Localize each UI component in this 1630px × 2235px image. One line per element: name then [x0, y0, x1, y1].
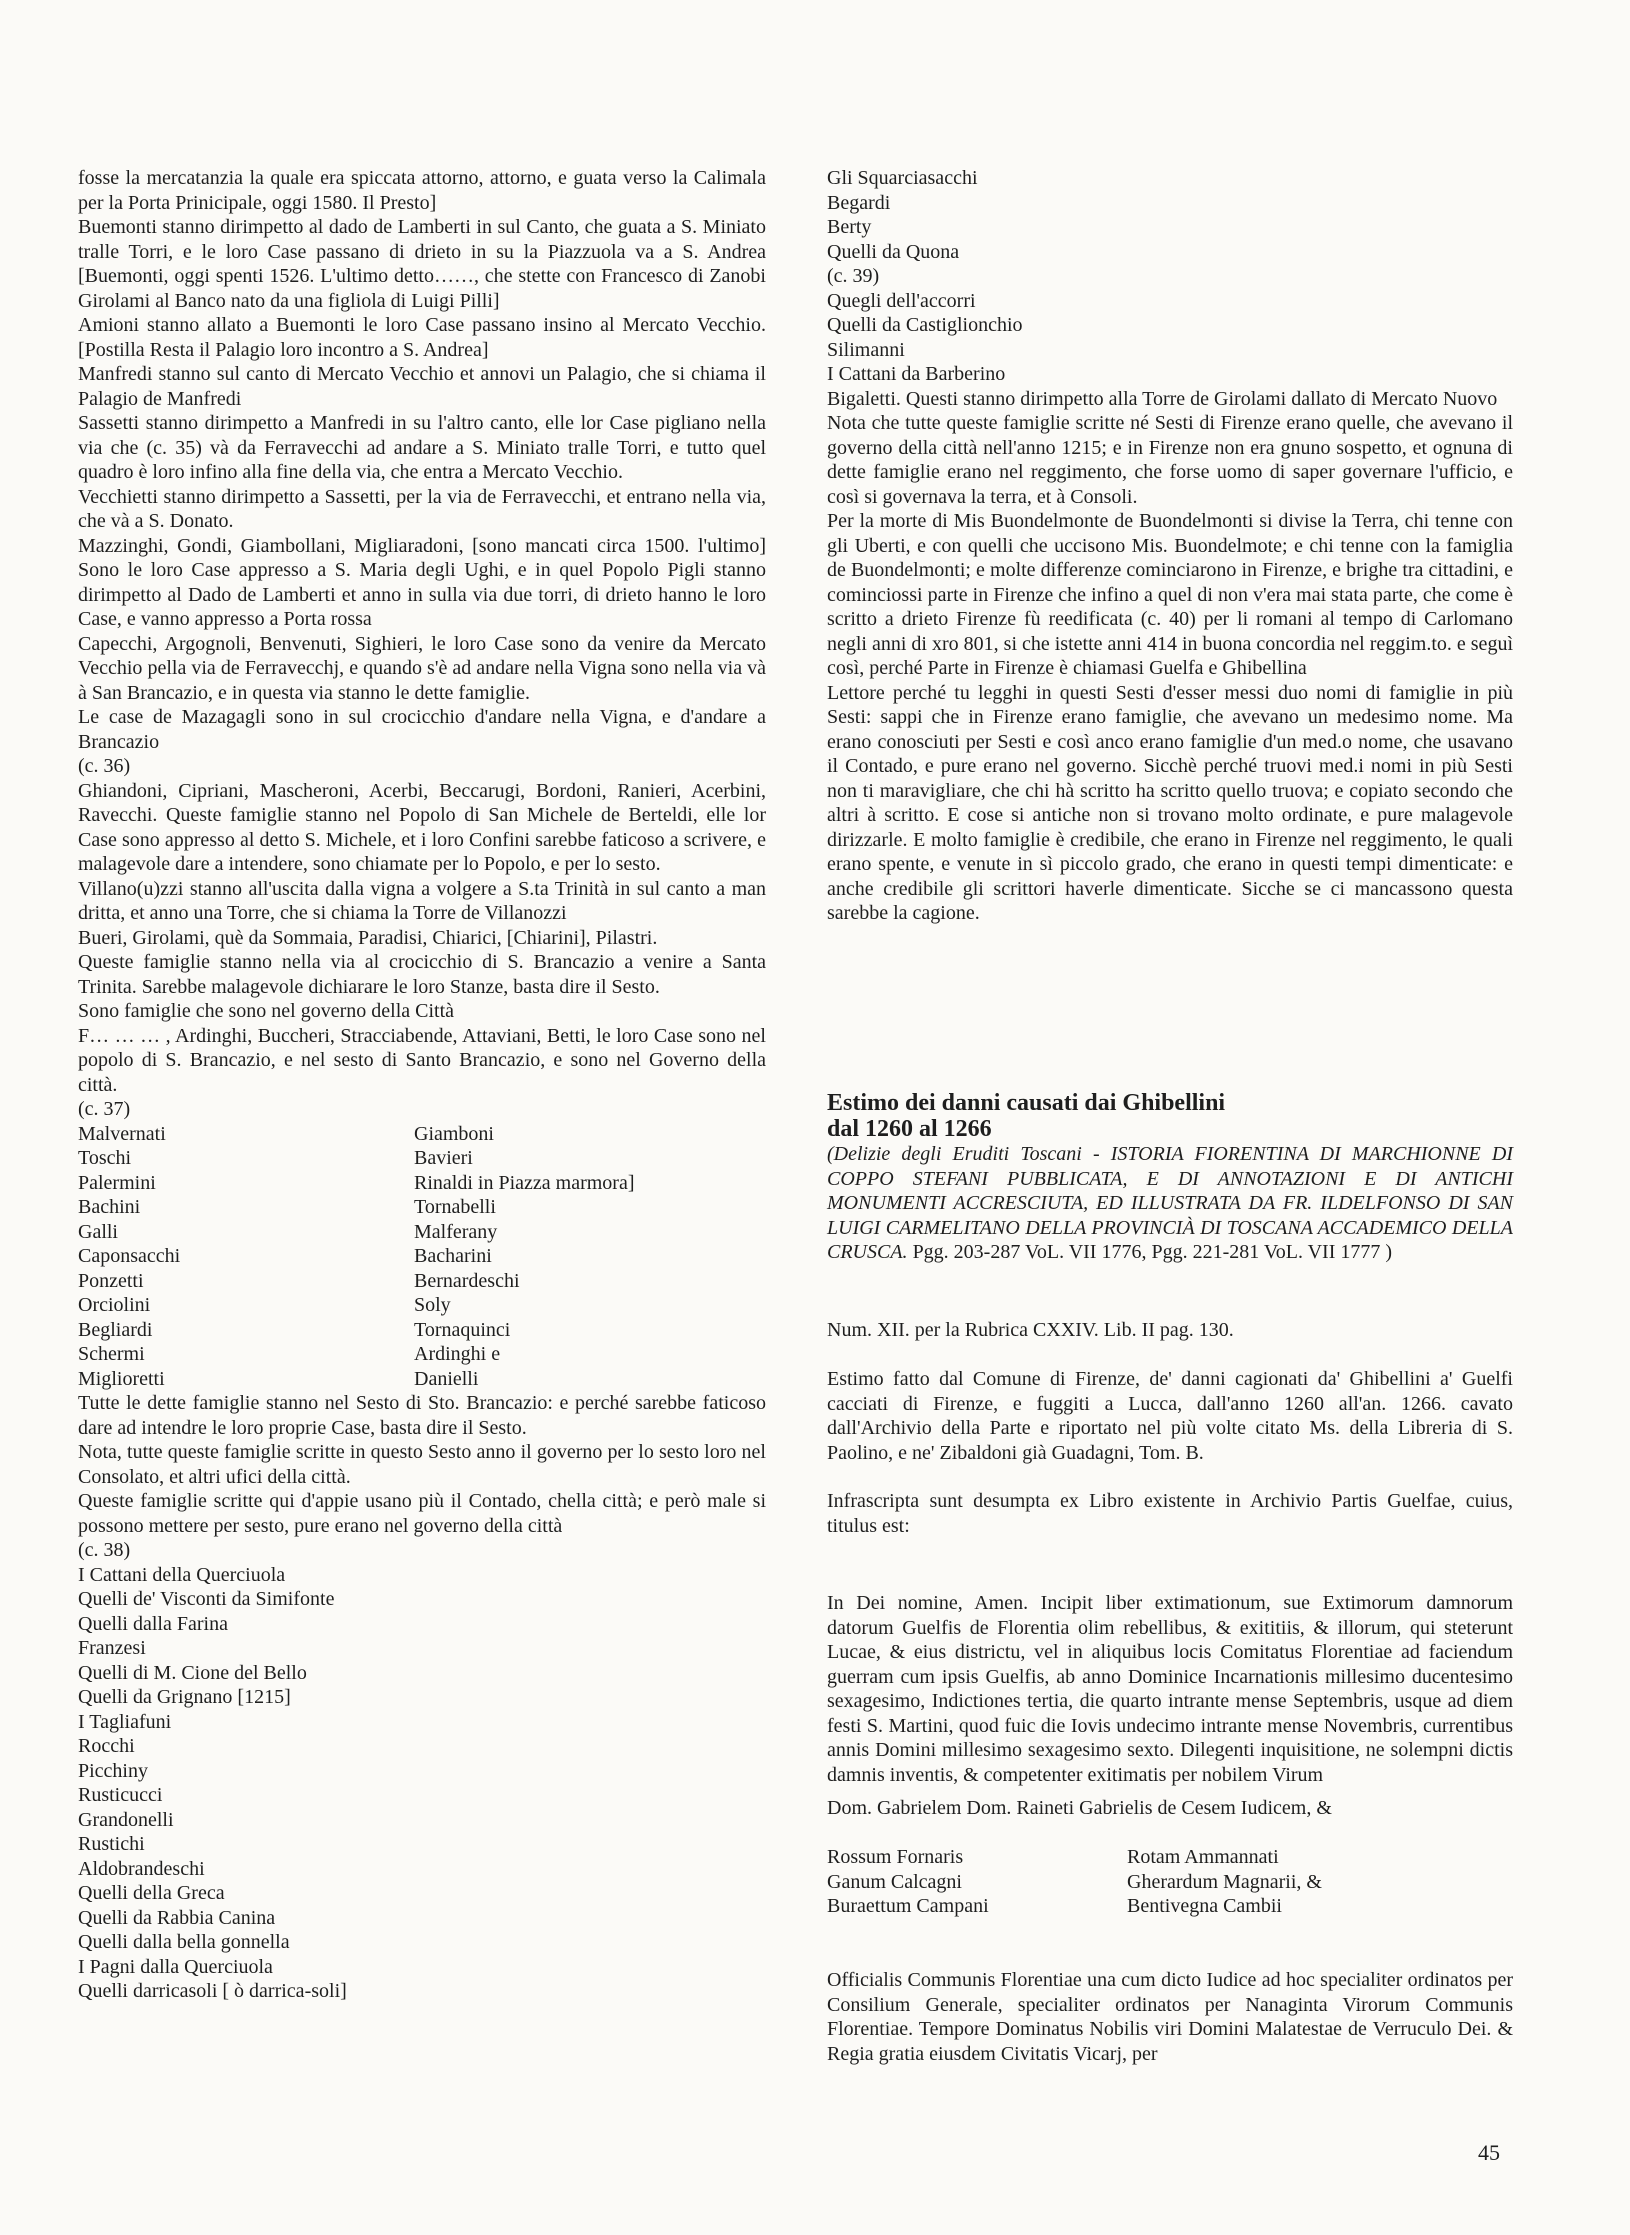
officers-list [827, 1845, 1513, 1919]
list-item: Franzesi [78, 1637, 146, 1659]
list-item: I Cattani da Barberino [827, 363, 1006, 385]
list-item: Palermini [78, 1171, 156, 1194]
list-item: Begardi [827, 191, 891, 214]
left-column [78, 166, 766, 2004]
list-item: Rinaldi in Piazza marmora] [414, 1171, 635, 1194]
list-item: Gli Squarciasacchi [827, 167, 978, 189]
list-item: Rotam Ammannati [1127, 1846, 1279, 1868]
paragraph: Bigaletti. Questi stanno dirimpetto alla Torre de Girolami dallato di Mercato Nuovo [827, 387, 1498, 410]
source-citation-pages: Pgg. 203-287 VoL. VII 1776, Pgg. 221-281 VoL. VII 1777 ) [912, 1241, 1393, 1263]
list-item: Bentivegna Cambii [1127, 1895, 1282, 1917]
list-item: Quelli dalla Farina [78, 1612, 228, 1635]
page-ref: (c. 38) [78, 1539, 131, 1561]
list-item: Tornaquinci [414, 1318, 511, 1341]
family-list-a [78, 1122, 414, 1392]
paragraph: Queste famiglie stanno nella via al crocicchio di S. Brancazio a venire a Santa Trinita. Sarebbe malagevole dichiarare le loro Stanze, basta dire il Sesto. [78, 951, 766, 998]
paragraph: Buemonti stanno dirimpetto al dado de Lamberti in sul Canto, che guata a S. Miniato tralle Torri, e le loro Case passano di drieto in su la Piazzuola va a S. Andrea [Buemonti, oggi spenti 1526. L'ultimo detto……, che stette con Francesco di Zanobi Girolami al Banco nato da una figliola di Luigi Pilli] [78, 216, 766, 312]
section-header [827, 1090, 1513, 1265]
list-item: Malvernati [78, 1122, 166, 1145]
paragraph: Amioni stanno allato a Buemonti le loro Case passano insino al Mercato Vecchio. [Postilla Resta il Palagio loro incontro a S. Andrea] [78, 314, 766, 361]
list-item: Picchiny [78, 1759, 148, 1782]
list-item: Quelli della Greca [78, 1882, 225, 1904]
list-item: Miglioretti [78, 1367, 165, 1390]
paragraph: Vecchietti stanno dirimpetto a Sassetti, per la via de Ferravecchi, et entrano nella via, che và a S. Donato. [78, 485, 766, 532]
paragraph: Per la morte di Mis Buondelmonte de Buondelmonti si divise la Terra, chi tenne con gli Uberti, e con quelli che uccisono Mis. Buondelmote; e chi tenne con la famiglia de Buondelmonti; e molte differenze cominciarono in Firenze, e brighe tra cittadini, e cominciossi parte in Firenze che infino a quel di non v'era mai stata parte, che come è scritto a drieto Firenze fù reedificata (c. 40) per li romani al tempo di Carlomano negli anni di xro 801, si che istette anni 414 in buona concordia nel reggim.to. e seguì così, perché Parte in Firenze è chiamasi Guelfa e Ghibellina [827, 510, 1513, 679]
list-item: Quelli de' Visconti da Simifonte [78, 1588, 335, 1610]
list-item: Grandonelli [78, 1808, 174, 1831]
list-item: Aldobrandeschi [78, 1857, 205, 1880]
source-citation [827, 1142, 1513, 1265]
page-ref: (c. 36) [78, 755, 131, 777]
page-number: 45 [1478, 2140, 1500, 2165]
list-item: Rusticucci [78, 1784, 163, 1806]
list-item: I Tagliafuni [78, 1710, 172, 1733]
latin-paragraph: In Dei nomine, Amen. Incipit liber extimationum, sue Extimorum damnorum datorum Guelfis de Florentia olim rebellibus, & exititiis, & illorum, qui steterunt Lucae, & eius districtu, vel in aliquibus locis Comitatus Florentiae ad faciendum guerram cum ipsis Guelfis, ab anno Dominice Incarnationis millesimo ducentesimo sexagesimo, Indictiones tertia, die quarto intrante mense Septembris, usque ad diem festi S. Martini, quod fuic die Iovis undecimo intrante mense Novembris, currentibus annis Domini millesimo sexagesimo sexto. Dilegenti inquisitione, ne solempni dictis damnis inventis, & competenter exitimatis per nobilem Virum [827, 1592, 1513, 1786]
list-item: Tornabelli [414, 1196, 496, 1218]
list-item: Quelli dalla bella gonnella [78, 1931, 290, 1953]
list-item: Giamboni [414, 1122, 494, 1145]
paragraph: Dom. Gabrielem Dom. Raineti Gabrielis de Cesem Iudicem, & [827, 1797, 1332, 1819]
list-item: Bacharini [414, 1245, 492, 1267]
list-item: Begliardi [78, 1318, 153, 1341]
paragraph: Nota che tutte queste famiglie scritte né Sesti di Firenze erano quelle, che avevano il governo della città nell'anno 1215; e in Firenze non era gnuno sospetto, et ognuna di dette famiglie erano nel reggimento, che forse uomo di saper governare l'ufficio, e così si governava la terra, et à Consoli. [827, 412, 1513, 508]
page-ref: (c. 39) [827, 265, 880, 287]
list-item: Quelli da Castiglionchio [827, 314, 1023, 336]
page-ref: (c. 37) [78, 1098, 131, 1120]
list-item: Quelli di M. Cione del Bello [78, 1661, 307, 1684]
list-item: Quelli darricasoli [ ò darrica-soli] [78, 1980, 347, 2002]
list-item: Silimanni [827, 338, 905, 361]
list-item: Ponzetti [78, 1269, 144, 1292]
list-item: Quegli dell'accorri [827, 289, 976, 312]
list-item: Toschi [78, 1147, 132, 1169]
list-item: Bachini [78, 1196, 141, 1218]
source-citation-text: (Delizie degli Eruditi Toscani - ISTORIA FIORENTINA DI MARCHIONNE DI COPPO STEFANI PUBBLICATA, E DI ANNOTAZIONI E DI ANTICHI MONUMENTI ACCRESCIUTA, ED ILLUSTRATA DA FR. ILDELFONSO DI SAN LUIGI CARMELITANO DELLA PROVINCIÀ DI TOSCANA ACCADEMICO DELLA CRUSCA. [827, 1143, 1513, 1263]
paragraph: Estimo fatto dal Comune di Firenze, de' danni cagionati da' Ghibellini a' Guelfi cacciati di Firenze, e fuggiti a Lucca, dall'anno 1260 all'an. 1266. cavato dall'Archivio della Parte e riportato nel più volte citato Ms. della Libreria di S. Paolino, e ne' Zibaldoni già Guadagni, Tom. B. [827, 1368, 1513, 1464]
list-item: Galli [78, 1220, 118, 1243]
section-title [827, 1090, 1513, 1142]
paragraph: Tutte le dette famiglie stanno nel Sesto di Sto. Brancazio: e perché sarebbe faticoso dare ad intendre le loro proprie Case, basta dire il Sesto. [78, 1392, 766, 1439]
list-item: Quelli da Rabbia Canina [78, 1906, 276, 1929]
list-item: Danielli [414, 1367, 479, 1390]
family-list-c [78, 1563, 766, 2004]
list-item: Malferany [414, 1220, 498, 1243]
paragraph: Nota, tutte queste famiglie scritte in questo Sesto anno il governo per lo sesto loro nel Consolato, et altri ufici della città. [78, 1441, 766, 1488]
list-item: Rossum Fornaris [827, 1846, 964, 1868]
officers-col-b [1127, 1845, 1322, 1919]
list-item: Schermi [78, 1343, 145, 1365]
paragraph: Villano(u)zzi stanno all'uscita dalla vigna a volgere a S.ta Trinità in sul canto a man dritta, et anno una Torre, che si chiama la Torre de Villanozzi [78, 877, 766, 924]
list-item: Orciolini [78, 1294, 151, 1316]
paragraph: Officialis Communis Florentiae una cum dicto Iudice ad hoc specialiter ordinatos per Consilium Generale, specialiter ordinatos per Nanaginta Virorum Communis Florentiae. Tempore Dominatus Nobilis viri Domini Malatestae de Verruculo Dei. & Regia gratia eiusdem Civitatis Vicarj, per [827, 1969, 1513, 2065]
paragraph: Sono famiglie che sono nel governo della Città [78, 1000, 455, 1022]
list-item: Gherardum Magnarii, & [1127, 1870, 1322, 1893]
list-item: I Cattani della Querciuola [78, 1563, 286, 1586]
list-item: Bernardeschi [414, 1269, 520, 1292]
list-item: Ardinghi e [414, 1343, 501, 1365]
paragraph: Mazzinghi, Gondi, Giambollani, Migliaradoni, [sono mancati circa 1500. l'ultimo] Sono le loro Case appresso a S. Maria degli Ughi, e in quel Popolo Pigli stanno dirimpetto al Dado de Lamberti et anno in sulla via due torri, di drieto hanno le loro Case, e vanno appresso a Porta rossa [78, 534, 766, 630]
paragraph: Queste famiglie scritte qui d'appie usano più il Contado, chella città; e però male si possono mettere per sesto, pure erano nel governo della città [78, 1490, 766, 1537]
list-item: Caponsacchi [78, 1245, 181, 1267]
paragraph: fosse la mercatanzia la quale era spiccata attorno, attorno, e guata verso la Calimala per la Porta Prinicipale, oggi 1580. Il Presto] [78, 167, 766, 214]
family-name-columns [78, 1122, 766, 1392]
list-item: Soly [414, 1294, 451, 1316]
section-title-line: dal 1260 al 1266 [827, 1116, 992, 1142]
family-list-d [827, 166, 1513, 387]
paragraph: Bueri, Girolami, què da Sommaia, Paradisi, Chiarici, [Chiarini], Pilastri. [78, 926, 658, 949]
family-list-b [414, 1122, 754, 1392]
section-title-line: Estimo dei danni causati dai Ghibellini [827, 1090, 1226, 1116]
paragraph: F… … … , Ardinghi, Buccheri, Stracciabende, Attaviani, Betti, le loro Case sono nel popolo di S. Brancazio, e nel sesto di Santo Brancazio, e sono nel Governo della città. [78, 1024, 766, 1096]
right-column [827, 166, 1513, 926]
paragraph: Le case de Mazagagli sono in sul crocicchio d'andare nella Vigna, e d'andare a Brancazio [78, 706, 766, 753]
officers-col-a [827, 1845, 1127, 1919]
list-item: Ganum Calcagni [827, 1870, 962, 1893]
list-item: Rocchi [78, 1735, 135, 1757]
paragraph: Infrascripta sunt desumpta ex Libro existente in Archivio Partis Guelfae, cuius, titulus est: [827, 1490, 1513, 1537]
list-item: Rustichi [78, 1833, 145, 1855]
list-item: I Pagni dalla Querciuola [78, 1955, 273, 1978]
paragraph: Lettore perché tu legghi in questi Sesti d'esser messi duo nomi di famiglie in più Sesti: sappi che in Firenze erano famiglie, che avevano un medesimo nome. Ma erano conosciuti per Sesti e così anco erano famiglie d'un med.o nome, che usavano il Contado, e pure erano nel governo. Sicchè perché truovi med.i nomi in più Sesti non ti maravigliare, che chi hà scritto ha scritto quello truova; e copiato secondo che altri à scritto. E cose si antiche non si trovano molto ordinate, e pure malagevole dirizzarle. E molto famiglie è credibile, che erano in Firenze nel reggimento, le quali erano spente, e venute in sì piccolo grado, che erano in questi tempi dimenticate: e anche credibile gli scrittori haverle dimenticate. Sicche se ci mancassono questa sarebbe la cagione. [827, 681, 1513, 924]
paragraph: Manfredi stanno sul canto di Mercato Vecchio et annovi un Palagio, che si chiama il Palagio de Manfredi [78, 363, 766, 410]
paragraph: Sassetti stanno dirimpetto a Manfredi in su l'altro canto, elle lor Case pigliano nella via che (c. 35) và da Ferravecchi ad andare a S. Miniato tralle Torri, e tutto quel quadro è loro infino alla fine della via, che entra a Mercato Vecchio. [78, 412, 766, 483]
list-item: Berty [827, 216, 872, 238]
list-item: Quelli da Grignano [1215] [78, 1686, 291, 1708]
list-item: Bavieri [414, 1147, 473, 1169]
list-item: Quelli da Quona [827, 240, 960, 263]
paragraph: Capecchi, Argognoli, Benvenuti, Sighieri, le loro Case sono da venire da Mercato Vecchio pella via de Ferravecchj, e quando s'è ad andare nella Vigna sono nella via và à San Brancazio, e in questa via stanno le dette famiglie. [78, 632, 766, 704]
list-item: Buraettum Campani [827, 1895, 989, 1917]
rubric-reference: Num. XII. per la Rubrica CXXIV. Lib. II pag. 130. [827, 1319, 1234, 1341]
paragraph: Ghiandoni, Cipriani, Mascheroni, Acerbi, Beccarugi, Bordoni, Ranieri, Acerbini, Ravecchi. Queste famiglie stanno nel Popolo di San Michele de Berteldi, elle lor Case sono appresso al detto S. Michele, et i loro Confini sarebbe faticoso a scrivere, e malagevole dare a intendere, sono chiamate per lo Popolo, e per lo sesto. [78, 779, 766, 875]
